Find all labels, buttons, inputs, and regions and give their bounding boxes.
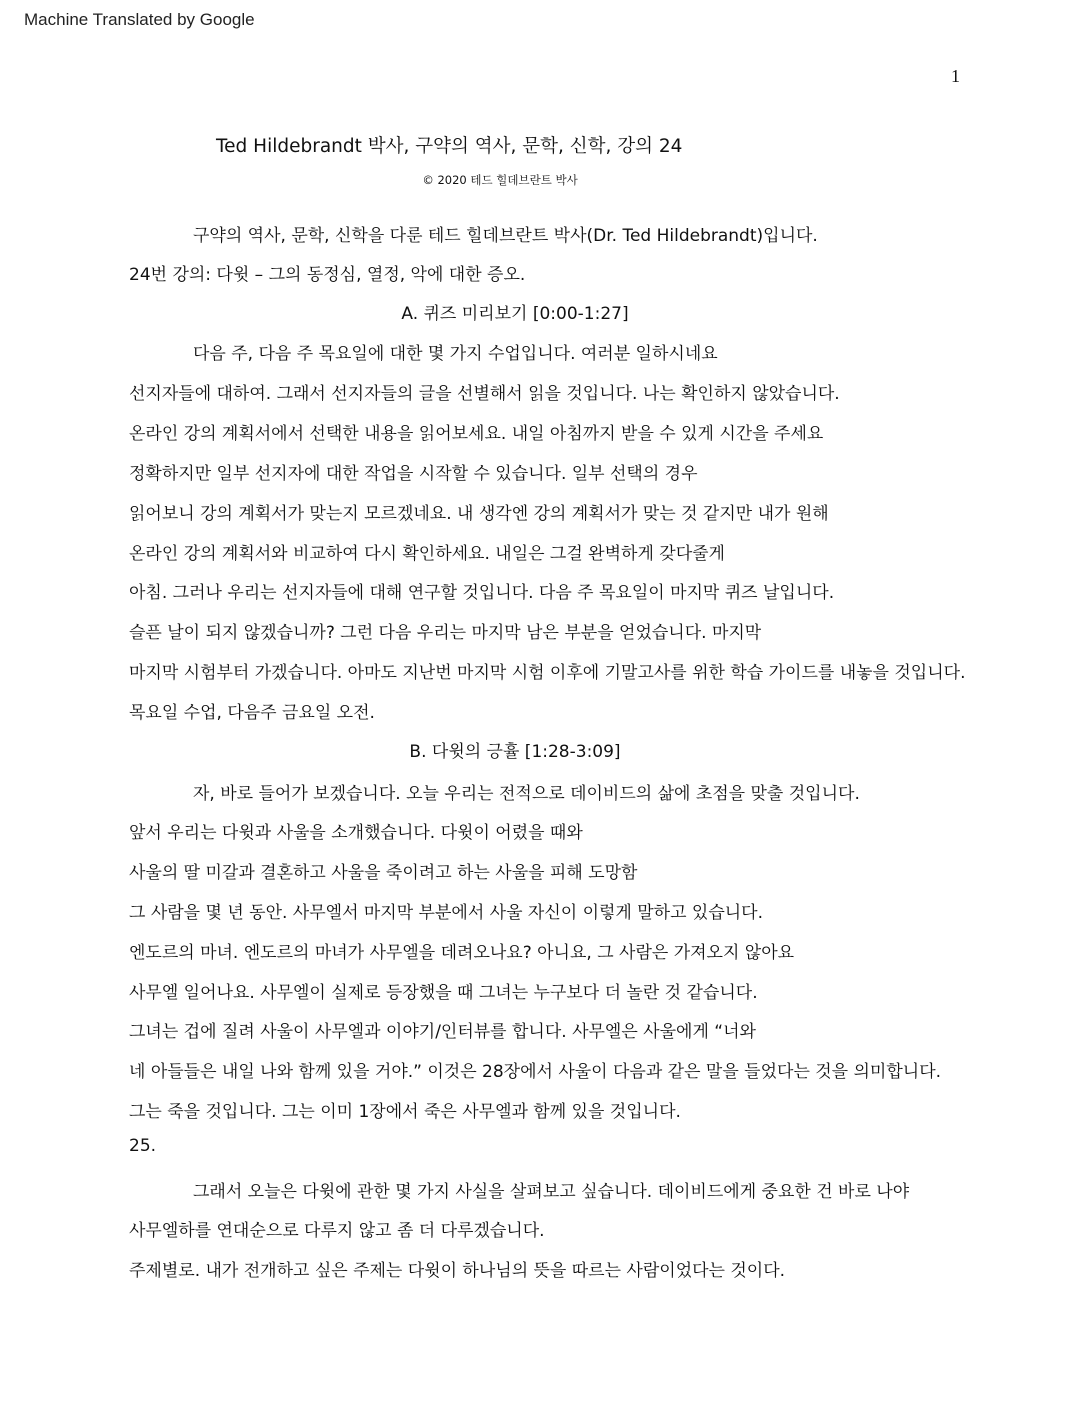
paragraph-line: 자, 바로 들어가 보겠습니다. 오늘 우리는 전적으로 데이비드의 삶에 초점을 맞출 것입니다. <box>193 784 860 804</box>
paragraph-line: 선지자들에 대하여. 그래서 선지자들의 글을 선별해서 읽을 것입니다. 나는 확인하지 않았습니다. <box>129 384 840 404</box>
paragraph-line: 그 사람을 몇 년 동안. 사무엘서 마지막 부분에서 사울 자신이 이렇게 말하고 있습니다. <box>129 903 764 923</box>
reference-number: 25. <box>129 1136 157 1156</box>
intro-line-1: 구약의 역사, 문학, 신학을 다룬 테드 힐데브란트 박사(Dr. Ted Hildebrandt)입니다. <box>193 226 818 246</box>
paragraph-line: 그래서 오늘은 다윗에 관한 몇 가지 사실을 살펴보고 싶습니다. 데이비드에게 중요한 건 바로 나야 <box>193 1182 910 1202</box>
section-b-heading: B. 다윗의 긍휼 [1:28-3:09] <box>409 742 621 762</box>
paragraph-line: 정확하지만 일부 선지자에 대한 작업을 시작할 수 있습니다. 일부 선택의 경우 <box>129 464 698 484</box>
paragraph-line: 다음 주, 다음 주 목요일에 대한 몇 가지 수업입니다. 여러분 일하시네요 <box>193 344 718 364</box>
paragraph-line: 그녀는 겁에 질려 사울이 사무엘과 이야기/인터뷰를 합니다. 사무엘은 사울에게 “너와 <box>129 1022 756 1042</box>
copyright-line: © 2020 테드 힐데브란트 박사 <box>422 173 578 187</box>
paragraph-line: 네 아들들은 내일 나와 함께 있을 거야.” 이것은 28장에서 사울이 다음과 같은 말을 들었다는 것을 의미합니다. <box>129 1062 942 1082</box>
paragraph-line: 온라인 강의 계획서에서 선택한 내용을 읽어보세요. 내일 아침까지 받을 수 있게 시간을 주세요 <box>129 424 824 444</box>
paragraph-line: 주제별로. 내가 전개하고 싶은 주제는 다윗이 하나님의 뜻을 따르는 사람이었다는 것이다. <box>129 1261 786 1281</box>
paragraph-line: 목요일 수업, 다음주 금요일 오전. <box>129 703 375 723</box>
machine-translation-notice: Machine Translated by Google <box>24 10 255 29</box>
paragraph-line: 마지막 시험부터 가겠습니다. 아마도 지난번 마지막 시험 이후에 기말고사를 위한 학습 가이드를 내놓을 것입니다. <box>129 663 966 683</box>
document-title: Ted Hildebrandt 박사, 구약의 역사, 문학, 신학, 강의 24 <box>216 136 683 157</box>
paragraph-line: 사무엘하를 연대순으로 다루지 않고 좀 더 다루겠습니다. <box>129 1221 545 1241</box>
paragraph-line: 읽어보니 강의 계획서가 맞는지 모르겠네요. 내 생각엔 강의 계획서가 맞는 것 같지만 내가 원해 <box>129 504 829 524</box>
paragraph-line: 사무엘 일어나요. 사무엘이 실제로 등장했을 때 그녀는 누구보다 더 놀란 것 같습니다. <box>129 983 758 1003</box>
paragraph-line: 슬픈 날이 되지 않겠습니까? 그런 다음 우리는 마지막 남은 부분을 얻었습니다. 마지막 <box>129 623 762 643</box>
page-number: 1 <box>951 66 960 86</box>
paragraph-line: 엔도르의 마녀. 엔도르의 마녀가 사무엘을 데려오나요? 아니요, 그 사람은 가져오지 않아요 <box>129 943 795 963</box>
intro-line-2: 24번 강의: 다윗 – 그의 동정심, 열정, 악에 대한 증오. <box>129 265 526 285</box>
section-a-heading: A. 퀴즈 미리보기 [0:00-1:27] <box>401 304 629 324</box>
paragraph-line: 온라인 강의 계획서와 비교하여 다시 확인하세요. 내일은 그걸 완벽하게 갖다줄게 <box>129 544 725 564</box>
paragraph-line: 앞서 우리는 다윗과 사울을 소개했습니다. 다윗이 어렸을 때와 <box>129 823 583 843</box>
paragraph-line: 사울의 딸 미갈과 결혼하고 사울을 죽이려고 하는 사울을 피해 도망함 <box>129 863 638 883</box>
paragraph-line: 아침. 그러나 우리는 선지자들에 대해 연구할 것입니다. 다음 주 목요일이 마지막 퀴즈 날입니다. <box>129 583 835 603</box>
paragraph-line: 그는 죽을 것입니다. 그는 이미 1장에서 죽은 사무엘과 함께 있을 것입니다. <box>129 1102 681 1122</box>
